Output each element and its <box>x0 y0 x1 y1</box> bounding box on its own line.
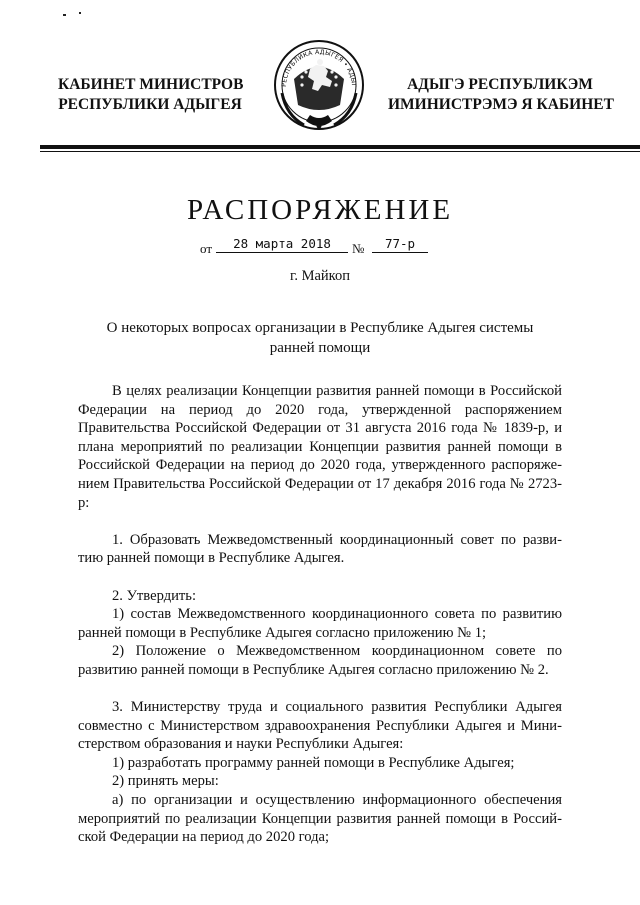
clause-paragraph: 1. Образовать Межведомственный координационный совет по развитию ранней помощи в Республике Адыгея. <box>78 531 562 567</box>
document-date: 28 марта 2018 <box>216 236 348 253</box>
document-title: РАСПОРЯЖЕНИЕ <box>186 194 454 226</box>
subclause-paragraph: 2) Положение о Межведомственном координационном совете по развитию ранней помощи в Республике Адыгея согласно приложению № 2. <box>78 643 562 678</box>
header-rule-thin <box>40 151 640 152</box>
date-label: от <box>200 241 213 256</box>
header-left-line2: РЕСПУБЛИКИ АДЫГЕЯ <box>58 96 242 113</box>
clause-paragraph: 2. Утвердить: <box>112 587 197 604</box>
issue-city: г. Майкоп <box>290 268 350 284</box>
emblem-text: РЕСПУБЛИКА АДЫГЕЯ • АДЫГ <box>280 48 358 88</box>
header-rule-thick <box>40 145 640 149</box>
republic-emblem <box>272 35 366 135</box>
header-right <box>388 75 612 115</box>
header-left <box>58 75 242 115</box>
scan-speck <box>79 12 81 14</box>
subject-line: ранней помощи <box>269 340 371 356</box>
header-left-line1: КАБИНЕТ МИНИСТРОВ <box>58 76 244 93</box>
document-subject <box>80 318 560 358</box>
subclause-paragraph: 2) принять меры: <box>112 773 219 790</box>
document-body <box>78 382 562 847</box>
preamble-paragraph: В целях реализации Концепции развития ранней помощи в Российской Федерации на период до 2020 года, утвержденной распоряжением Правительства Российской Федерации от 31 августа 2016 года № 1839-р, и плана мероприятий по реализации Концепции развития ранней помощи в Российской Федерации на период до 2020 года, утвержденного распоряжением Правительства Российской Федерации от 17 декабря 2016 года № 2723-р: <box>78 383 562 511</box>
subclause-paragraph: 1) состав Межведомственного координационного совета по развитию ранней помощи в Республике Адыгея согласно приложению № 1; <box>78 606 562 641</box>
scan-speck <box>63 14 66 16</box>
subject-line: О некоторых вопросах организации в Республике Адыгея системы <box>106 320 534 336</box>
clause-paragraph: 3. Министерству труда и социального развития Республики Адыгея совместно с Министерством здравоохранения Республики Адыгея и Министерством образования и науки Республики Адыгея: <box>78 699 562 753</box>
header-right-line1: АДЫГЭ РЕСПУБЛИКЭМ <box>407 76 593 93</box>
document-number: 77-р <box>372 236 428 253</box>
subclause-paragraph: а) по организации и осуществлению информационного обеспечения мероприятий по реализации Концепции развития ранней помощи в Российской Федерации на период до 2020 года; <box>78 792 562 846</box>
subclause-paragraph: 1) разработать программу ранней помощи в Республике Адыгея; <box>112 754 515 771</box>
emblem-icon <box>272 35 366 135</box>
header-right-line2: ИМИНИСТРЭМЭ Я КАБИНЕТ <box>388 96 614 113</box>
number-label: № <box>352 241 365 256</box>
